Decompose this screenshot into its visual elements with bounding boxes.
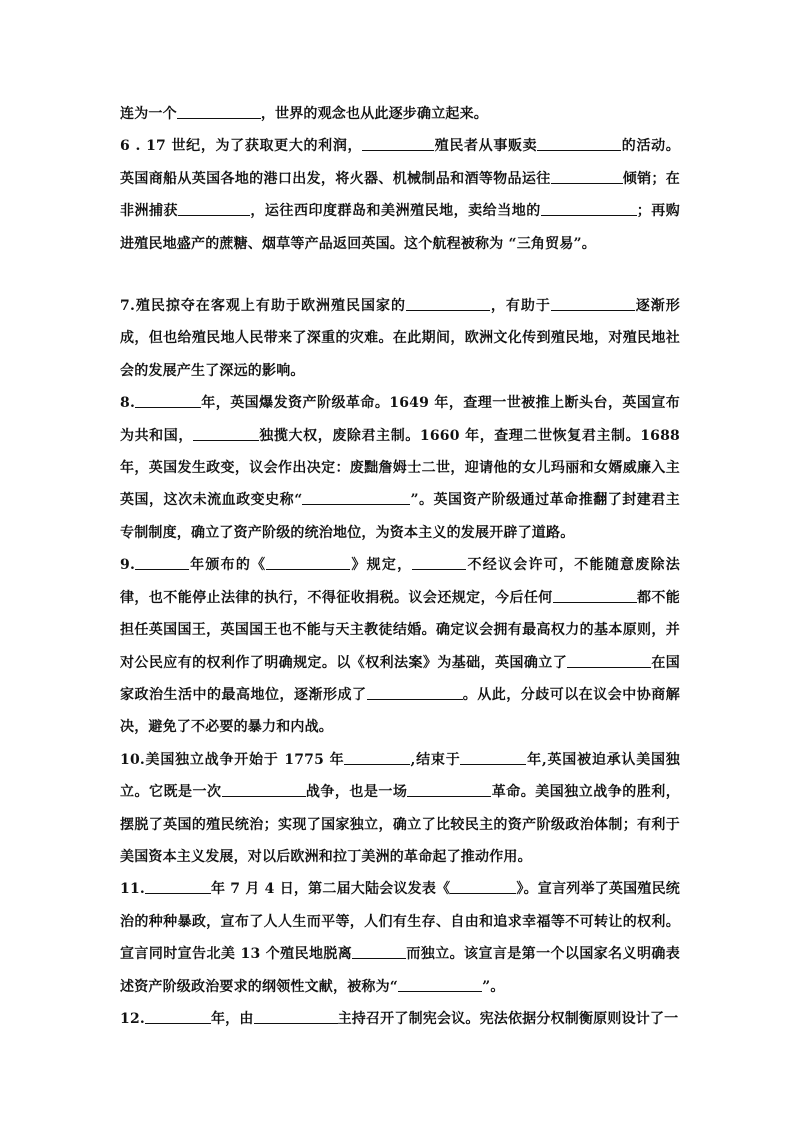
text: 战争，也是一场 bbox=[305, 784, 408, 801]
answer-blank[interactable] bbox=[567, 653, 651, 668]
answer-blank[interactable] bbox=[344, 750, 410, 765]
text: 而独立。该宣言是第一个以国家名义明确表述资产阶级政治要求的纲领性文献，被称为“ bbox=[120, 946, 680, 995]
answer-blank[interactable] bbox=[222, 782, 306, 797]
answer-blank[interactable] bbox=[398, 977, 482, 992]
answer-blank[interactable] bbox=[460, 750, 526, 765]
answer-blank[interactable] bbox=[135, 555, 189, 570]
text: 不经议会许可，不能随意废除法律，也不能停止法律的执行，不得征收捐税。议会还规定，今后任何 bbox=[120, 557, 680, 606]
question-10 bbox=[120, 744, 680, 874]
text: 连为一个 bbox=[120, 106, 177, 122]
text: 逐渐形成，但也给殖民地人民带来了深重的灾难。在此期间，欧洲文化传到殖民地，对殖民地社会的发展产生了深远的影响。 bbox=[120, 298, 680, 379]
text: 主持召开了制宪会议。宪法依据分权制衡原则设计了一 bbox=[337, 1010, 679, 1027]
answer-blank[interactable] bbox=[145, 1009, 211, 1024]
text: 殖民者从事贩卖 bbox=[434, 138, 538, 155]
answer-blank[interactable] bbox=[302, 490, 410, 505]
text: 年,英国被迫承认美国独立。它既是一次 bbox=[120, 751, 680, 801]
answer-blank[interactable] bbox=[551, 169, 623, 184]
answer-blank[interactable] bbox=[367, 685, 463, 700]
question-9 bbox=[120, 549, 680, 743]
text: 12. bbox=[120, 1010, 145, 1027]
text: ，世界的观念也从此逐步确立起来。 bbox=[260, 106, 489, 122]
text: 都不能担任英国国王，英国国王也不能与天主教徒结婚。确定议会拥有最高权力的基本原则，并对公民应有的权利作了明确规定。以《权利法案》为基础，英国确立了 bbox=[120, 589, 680, 671]
question-7 bbox=[120, 290, 680, 387]
text: 独揽大权，废除君主制。1660 年，查理二世恢复君主制。1688 年，英国发生政变，议会作出决定：废黜詹姆士二世，迎请他的女儿玛丽和女婿威廉入主英国，这次未流血政变史称“ bbox=[120, 427, 681, 509]
answer-blank[interactable] bbox=[145, 879, 211, 894]
text: 革命。美国独立战争的胜利，摆脱了英国的殖民统治；实现了国家独立，确立了比较民主的资产阶级政治体制；有利于美国资本主义发展，对以后欧洲和拉丁美洲的革命起了推动作用。 bbox=[120, 784, 680, 865]
text: ”。英国资产阶级通过革命推翻了封建君主专制制度，确立了资产阶级的统治地位，为资本主义的发展开辟了道路。 bbox=[120, 492, 680, 541]
question-6 bbox=[120, 130, 680, 260]
text: 9. bbox=[120, 557, 136, 574]
text: 6 . 17 世纪，为了获取更大的利润， bbox=[120, 138, 363, 155]
text: 》。宣言列举了英国殖民统治的种种暴政，宣布了人人生而平等，人们有生存、自由和追求幸福等不可转让的权利。宣言同时宣告北美 13 个殖民地脱离 bbox=[120, 881, 680, 963]
question-12 bbox=[120, 1003, 680, 1035]
text: ；再购进殖民地盛产的蔗糖、烟草等产品返回英国。这个航程被称为 “三角贸易”。 bbox=[120, 203, 680, 252]
text: 。从此，分歧可以在议会中协商解决，避免了不必要的暴力和内战。 bbox=[120, 686, 680, 736]
text: 11. bbox=[120, 881, 145, 898]
answer-blank[interactable] bbox=[266, 555, 350, 570]
text: 年，由 bbox=[210, 1010, 254, 1027]
answer-blank[interactable] bbox=[450, 879, 516, 894]
answer-blank[interactable] bbox=[537, 136, 621, 151]
text: ，有助于 bbox=[490, 298, 551, 315]
text: ，运往西印度群岛和美洲殖民地，卖给当地的 bbox=[250, 203, 541, 220]
answer-blank[interactable] bbox=[254, 1009, 338, 1024]
answer-blank[interactable] bbox=[352, 944, 406, 959]
text: 倾销；在非洲捕获 bbox=[120, 170, 680, 220]
question-8 bbox=[120, 387, 680, 549]
answer-blank[interactable] bbox=[553, 588, 637, 603]
answer-blank[interactable] bbox=[193, 426, 259, 441]
answer-blank[interactable] bbox=[551, 296, 635, 311]
text: ,结束于 bbox=[410, 751, 461, 768]
text: 年，英国爆发资产阶级革命。1649 年，查理一世被推上断头台，英国宣布为共和国， bbox=[120, 395, 680, 444]
question-11 bbox=[120, 873, 680, 1003]
answer-blank[interactable] bbox=[406, 296, 490, 311]
text: 》规定， bbox=[350, 557, 413, 574]
text: 的活动。英国商船从英国各地的港口出发，将火器、机械制品和酒等物品运往 bbox=[120, 138, 680, 187]
answer-blank[interactable] bbox=[412, 555, 466, 570]
worksheet-page bbox=[120, 98, 680, 1035]
answer-blank[interactable] bbox=[177, 104, 261, 119]
text: 10.美国独立战争开始于 1775 年 bbox=[120, 751, 345, 768]
answer-blank[interactable] bbox=[362, 136, 434, 151]
answer-blank[interactable] bbox=[178, 201, 250, 216]
text: 年 7 月 4 日，第二届大陆会议发表《 bbox=[210, 881, 451, 898]
answer-blank[interactable] bbox=[135, 393, 201, 408]
answer-blank[interactable] bbox=[407, 782, 491, 797]
paragraph-0 bbox=[120, 98, 680, 130]
text: 年颁布的《 bbox=[189, 557, 267, 574]
text: 在国家政治生活中的最高地位，逐渐形成了 bbox=[120, 654, 680, 703]
answer-blank[interactable] bbox=[541, 201, 637, 216]
text: ”。 bbox=[482, 978, 505, 995]
text: 8. bbox=[120, 395, 136, 412]
text: 7.殖民掠夺在客观上有助于欧洲殖民国家的 bbox=[120, 298, 407, 315]
